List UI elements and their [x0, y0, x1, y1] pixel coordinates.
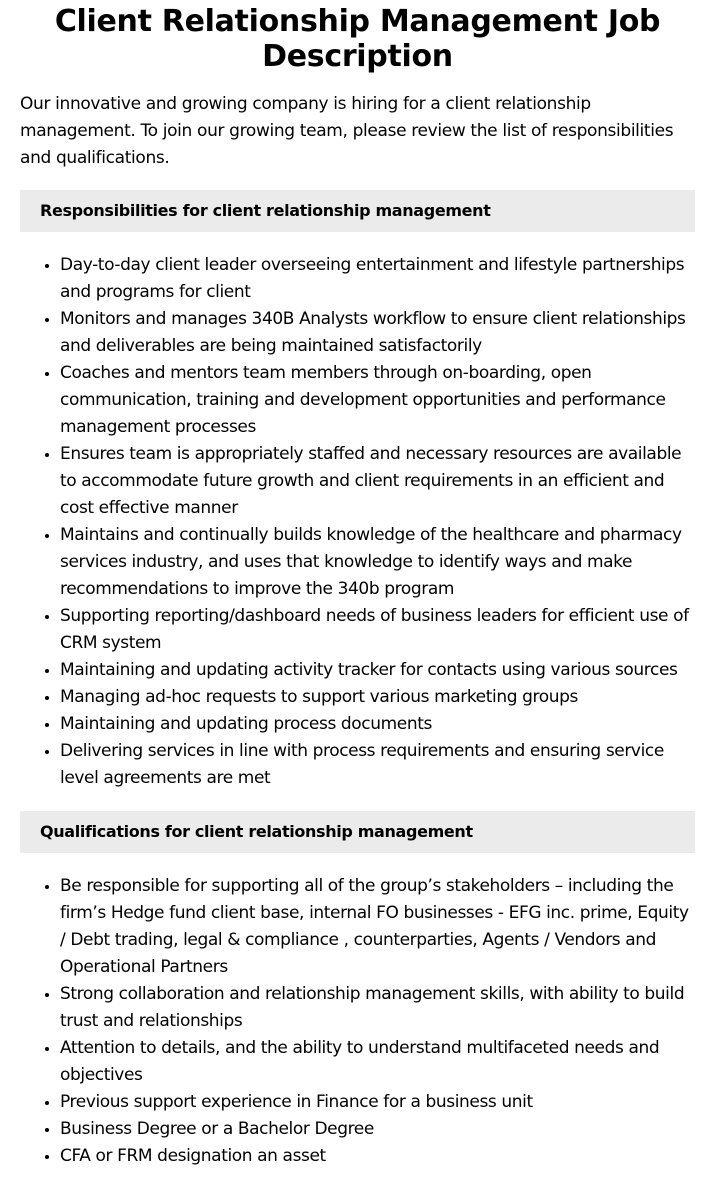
- list-item: • CFA or FRM designation an asset: [60, 1143, 695, 1170]
- list-item: • Attention to details, and the ability to understand multifaceted needs and objectives: [60, 1035, 695, 1089]
- list-item: • Supporting reporting/dashboard needs of business leaders for efficient use of CRM system: [60, 603, 695, 657]
- list-item: • Managing ad-hoc requests to support various marketing groups: [60, 684, 695, 711]
- list-item: • Maintaining and updating process documents: [60, 711, 695, 738]
- list-item: • Maintaining and updating activity tracker for contacts using various sources: [60, 657, 695, 684]
- responsibilities-list: [20, 252, 695, 792]
- list-item: • Strong collaboration and relationship management skills, with ability to build trust and relationships: [60, 981, 695, 1035]
- qualifications-list: [20, 873, 695, 1170]
- list-item: • Coaches and mentors team members through on-boarding, open communication, training and development opportunities and performance management processes: [60, 360, 695, 441]
- list-item: • Business Degree or a Bachelor Degree: [60, 1116, 695, 1143]
- page-title: Client Relationship Management Job Description: [54, 4, 661, 74]
- list-item: • Ensures team is appropriately staffed and necessary resources are available to accommodate future growth and client requirements in an efficient and cost effective manner: [60, 441, 695, 522]
- list-item: • Be responsible for supporting all of the group’s stakeholders – including the firm’s Hedge fund client base, internal FO businesses - EFG inc. prime, Equity / Debt trading, legal & compliance , counterparties, Agents / Vendors and Operational Partners: [60, 873, 695, 981]
- list-item: • Maintains and continually builds knowledge of the healthcare and pharmacy services industry, and uses that knowledge to identify ways and make recommendations to improve the 340b program: [60, 522, 695, 603]
- list-item: • Day-to-day client leader overseeing entertainment and lifestyle partnerships and programs for client: [60, 252, 695, 306]
- list-item: • Monitors and manages 340B Analysts workflow to ensure client relationships and deliverables are being maintained satisfactorily: [60, 306, 695, 360]
- responsibilities-heading: Responsibilities for client relationship management: [20, 190, 695, 232]
- qualifications-heading: Qualifications for client relationship management: [20, 811, 695, 853]
- list-item: • Previous support experience in Finance for a business unit: [60, 1089, 695, 1116]
- list-item: • Delivering services in line with process requirements and ensuring service level agreements are met: [60, 738, 695, 792]
- intro-paragraph: Our innovative and growing company is hiring for a client relationship management. To join our growing team, please review the list of responsibilities and qualifications.: [20, 94, 674, 168]
